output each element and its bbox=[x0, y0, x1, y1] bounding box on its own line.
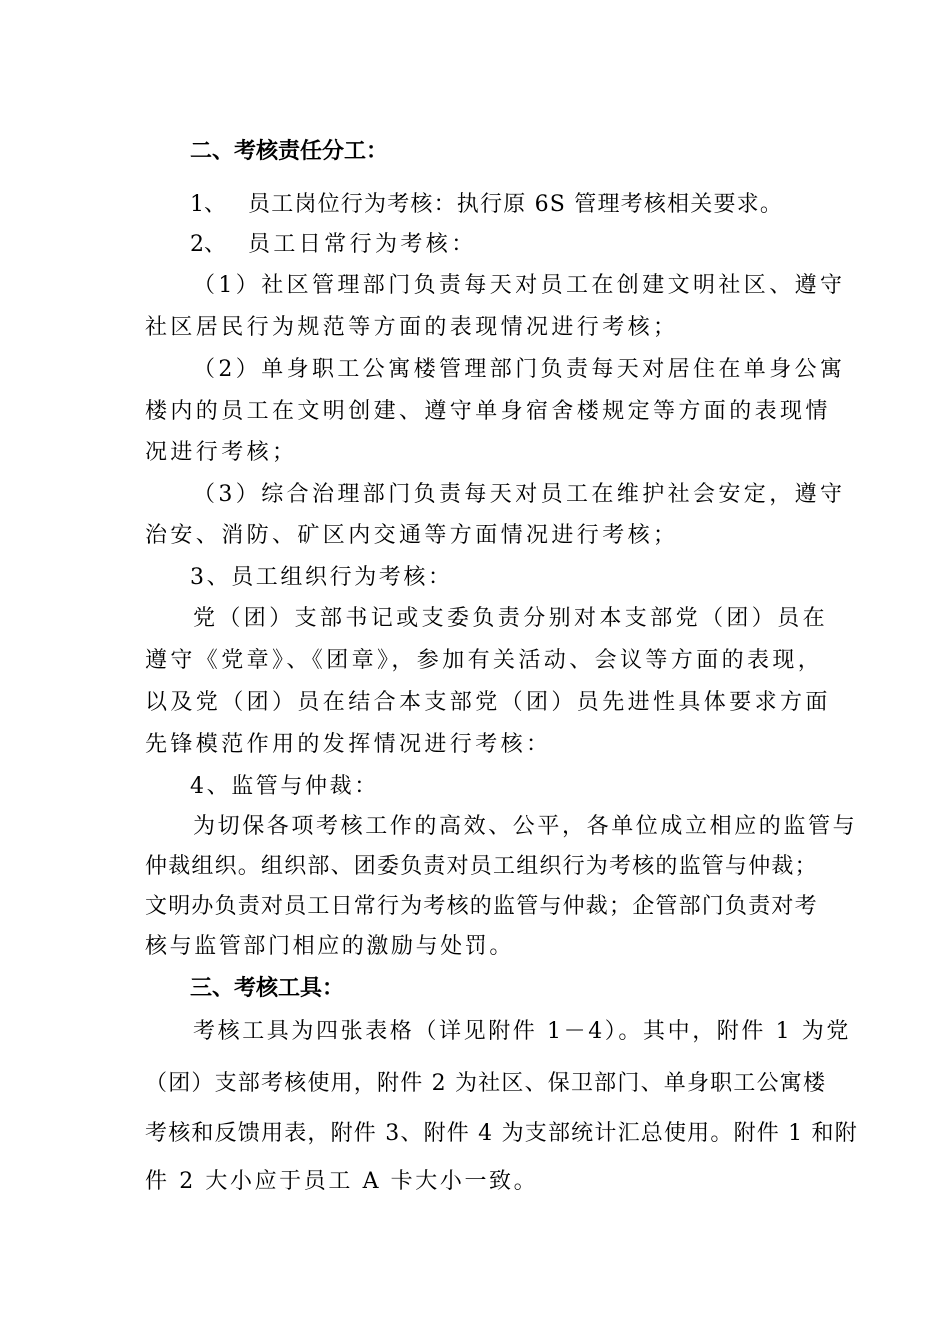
paragraph-line: 核与监管部门相应的激励与处罚。 bbox=[145, 934, 515, 959]
list-item-2-number: 2、 bbox=[190, 232, 226, 257]
list-item-1-number: 1、 bbox=[190, 192, 226, 217]
paragraph-line: （3）综合治理部门负责每天对员工在维护社会安定，遵守 bbox=[193, 482, 846, 507]
paragraph-line: 楼内的员工在文明创建、遵守单身宿舍楼规定等方面的表现情 bbox=[145, 399, 831, 424]
list-item-1 bbox=[190, 190, 783, 220]
list-item-2 bbox=[190, 230, 477, 260]
paragraph-line: 以及党（团）员在结合本支部党（团）员先进性具体要求方面 bbox=[145, 690, 831, 715]
paragraph-line: 仲裁组织。组织部、团委负责对员工组织行为考核的监管与仲裁； bbox=[145, 854, 818, 879]
section-3-heading: 三、考核工具： bbox=[190, 975, 345, 1001]
paragraph-line: 遵守《党章》、《团章》，参加有关活动、会议等方面的表现， bbox=[145, 648, 824, 673]
paragraph-line: 文明办负责对员工日常行为考核的监管与仲裁；企管部门负责对考 bbox=[145, 894, 818, 919]
paragraph-line: 党（团）支部书记或支委负责分别对本支部党（团）员在 bbox=[193, 606, 829, 631]
paragraph-line: 为切保各项考核工作的高效、公平，各单位成立相应的监管与 bbox=[193, 814, 858, 839]
paragraph-line: 件 2 大小应于员工 A 卡大小一致。 bbox=[145, 1169, 539, 1194]
list-item-1-text: 员工岗位行为考核：执行原 6S 管理考核相关要求。 bbox=[248, 192, 784, 217]
paragraph-line: 治安、消防、矿区内交通等方面情况进行考核； bbox=[145, 523, 679, 548]
paragraph-line: 社区居民行为规范等方面的表现情况进行考核； bbox=[145, 315, 679, 340]
paragraph-line: （团）支部考核使用，附件 2 为社区、保卫部门、单身职工公寓楼 bbox=[145, 1071, 827, 1096]
section-2-heading: 二、考核责任分工： bbox=[190, 138, 389, 164]
paragraph-line: 先锋模范作用的发挥情况进行考核： bbox=[145, 732, 552, 757]
list-item-2-text: 员工日常行为考核： bbox=[248, 232, 477, 257]
paragraph-line: （2）单身职工公寓楼管理部门负责每天对居住在单身公寓 bbox=[193, 357, 846, 382]
list-item-3: 3、员工组织行为考核： bbox=[190, 565, 453, 590]
paragraph-line: （1）社区管理部门负责每天对员工在创建文明社区、遵守 bbox=[193, 273, 846, 298]
paragraph-line: 考核和反馈用表，附件 3、附件 4 为支部统计汇总使用。附件 1 和附 bbox=[145, 1121, 858, 1146]
paragraph-line: 况进行考核； bbox=[145, 440, 298, 465]
paragraph-line: 考核工具为四张表格（详见附件 1－4）。其中，附件 1 为党 bbox=[193, 1019, 851, 1044]
list-item-4: 4、监管与仲裁： bbox=[190, 774, 379, 799]
